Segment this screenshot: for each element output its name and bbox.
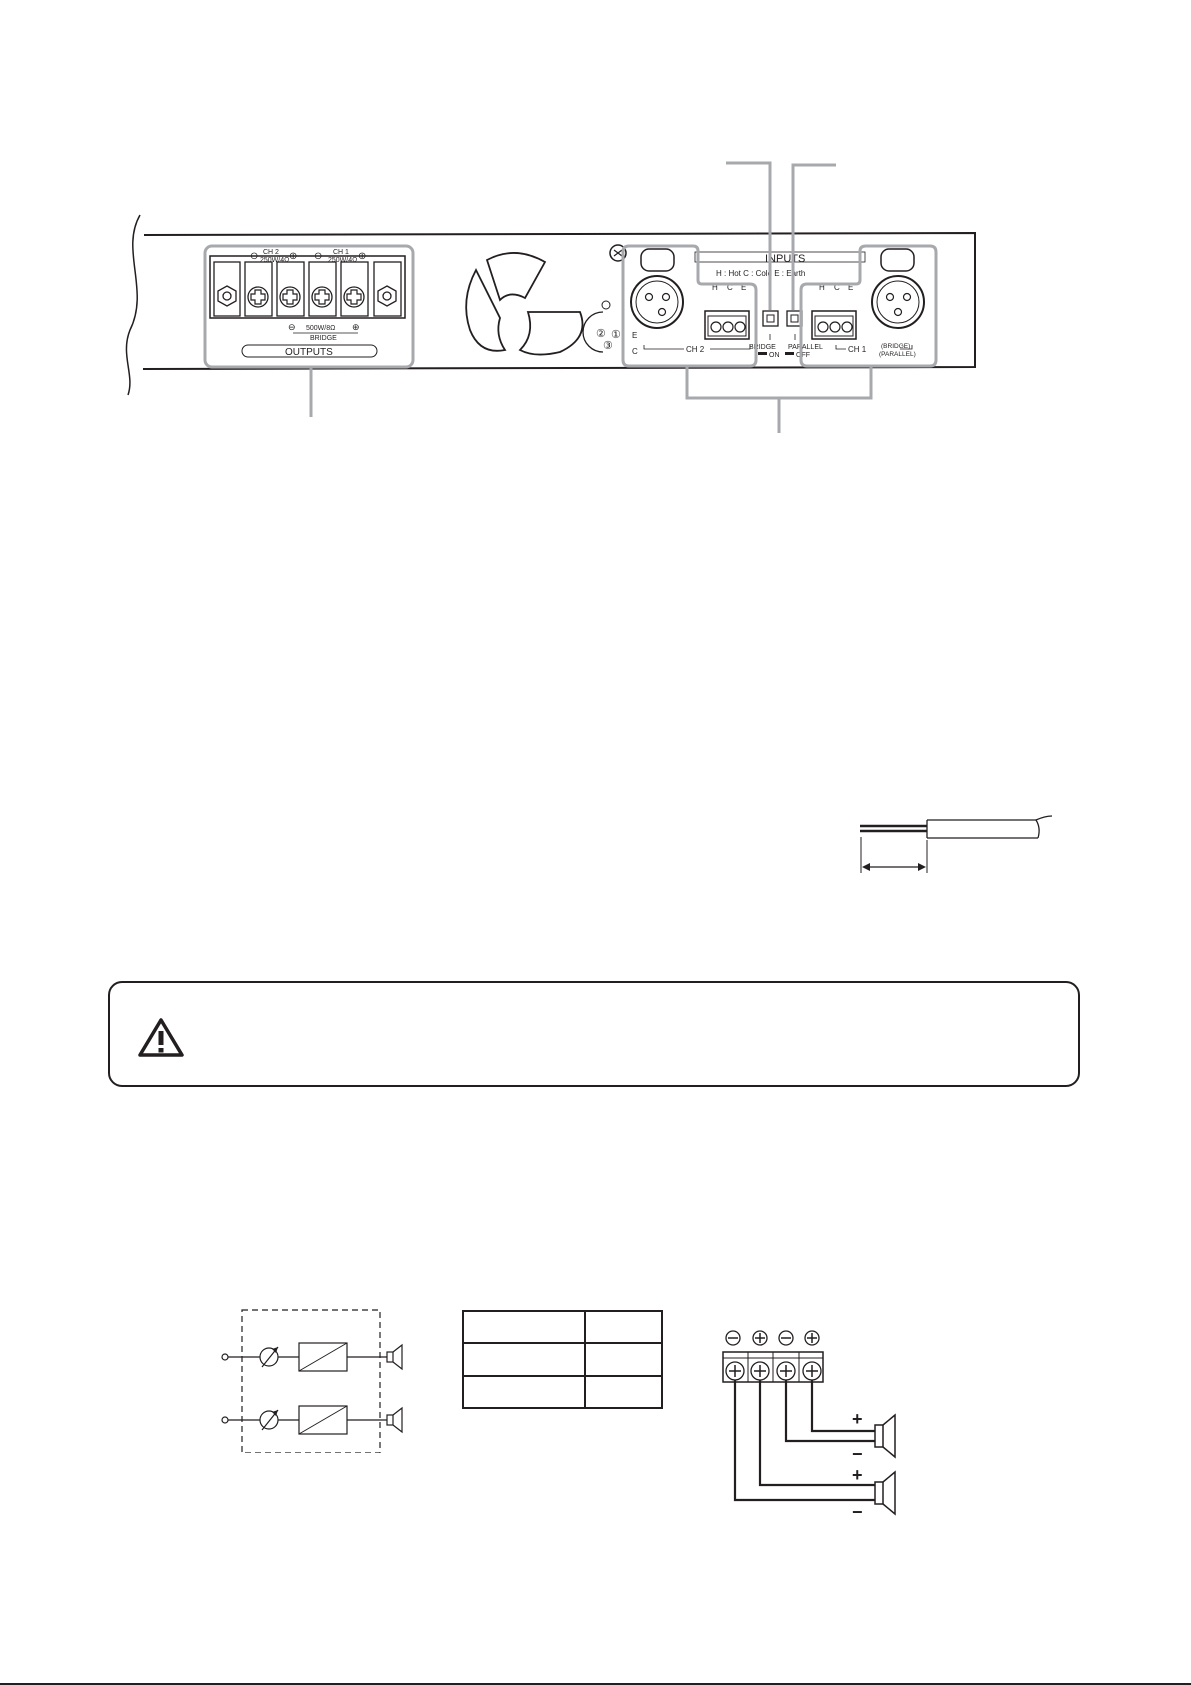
parallel-switch-label: PARALLEL (788, 344, 823, 351)
panel-break-line (126, 215, 140, 395)
ch2-input-label: CH 2 (686, 345, 705, 354)
speaker-icon (875, 1415, 895, 1457)
ground-pin-1: ① (611, 329, 621, 341)
table-cell (463, 1311, 585, 1343)
ch2-euroblock (705, 311, 749, 339)
rear-panel-illustration (0, 0, 1191, 460)
inputs-legend: H : Hot C : Cold E : Earth (716, 269, 806, 278)
bridge-switch-label: BRIDGE (749, 344, 776, 351)
bridge-switch (763, 311, 778, 326)
outputs-label: OUTPUTS (285, 347, 333, 358)
ch1-hce-c: C (834, 283, 840, 292)
mode-table (462, 1310, 663, 1409)
table-cell (463, 1376, 585, 1408)
table-cell (585, 1343, 662, 1376)
bridge-rating: 500W/8Ω (306, 325, 336, 332)
ch1-plus-symbol: ⊕ (358, 251, 367, 262)
inputs-callout-bracket (687, 366, 871, 433)
xlr-pin-e: E (632, 331, 638, 340)
ch1-euroblock (812, 311, 856, 339)
speaker-icon (875, 1472, 895, 1514)
bridge-plus-symbol: ⊕ (352, 322, 360, 332)
speaker2-plus-label: + (852, 1465, 863, 1485)
bridge-label: BRIDGE (310, 335, 337, 342)
inputs-title: INPUTS (765, 253, 806, 265)
output-terminal (309, 262, 336, 316)
output-terminal (245, 262, 272, 316)
speaker-wiring-diagram (715, 1325, 925, 1520)
output-terminal (341, 262, 368, 316)
parallel-switch-callout (793, 165, 836, 310)
table-cell (585, 1311, 662, 1343)
ground-pin-3: ③ (603, 340, 613, 352)
table-cell (585, 1376, 662, 1408)
ch1-label: CH 1 (333, 249, 349, 256)
ch1-modes-label-2: (PARALLEL) (879, 351, 916, 358)
ch2-plus-symbol: ⊕ (289, 251, 298, 262)
signal-path (222, 1406, 402, 1434)
ch1-input-label: CH 1 (848, 345, 867, 354)
cable-strip-illustration (855, 812, 1060, 878)
switch-on-label: ON (769, 352, 780, 359)
ch2-minus-symbol: ⊖ (250, 251, 259, 262)
speaker1-plus-label: + (852, 1409, 863, 1429)
speaker-terminal-strip (723, 1352, 823, 1382)
output-terminal (214, 262, 240, 316)
output-terminal (374, 262, 401, 316)
ch1-rating: 250W/4Ω (328, 257, 358, 264)
output-terminal (277, 262, 304, 316)
amplifier-boundary (242, 1310, 380, 1453)
ch2-xlr-connector (631, 249, 683, 328)
remote-connector (583, 301, 621, 352)
warning-triangle-icon (137, 1017, 185, 1059)
ground-pin-2: ② (596, 328, 606, 340)
ch2-hce-e: E (741, 283, 747, 292)
ch1-hce-h: H (819, 283, 825, 292)
speaker2-minus-label: − (852, 1502, 863, 1520)
bridge-minus-symbol: ⊖ (288, 322, 296, 332)
cooling-fan (466, 253, 582, 355)
table-cell (463, 1343, 585, 1376)
ch2-label: CH 2 (263, 249, 279, 256)
polarity-row (726, 1331, 819, 1345)
switch-off-label: OFF (796, 352, 810, 359)
output-terminal-block (210, 249, 405, 358)
amplifier-block-diagram (214, 1303, 414, 1453)
xlr-pin-c: C (632, 347, 638, 356)
ch1-hce-e: E (848, 283, 854, 292)
ch1-xlr-connector (872, 249, 924, 328)
speaker1-minus-label: − (852, 1444, 863, 1464)
ch1-minus-symbol: ⊖ (314, 251, 323, 262)
ch1-modes-label: (BRIDGE) (881, 343, 911, 350)
signal-path (222, 1343, 402, 1371)
ch2-hce-c: C (727, 283, 733, 292)
caution-box (108, 981, 1080, 1087)
inputs-section (631, 249, 924, 359)
ch2-rating: 250W/4Ω (260, 257, 290, 264)
ch2-hce-h: H (712, 283, 718, 292)
